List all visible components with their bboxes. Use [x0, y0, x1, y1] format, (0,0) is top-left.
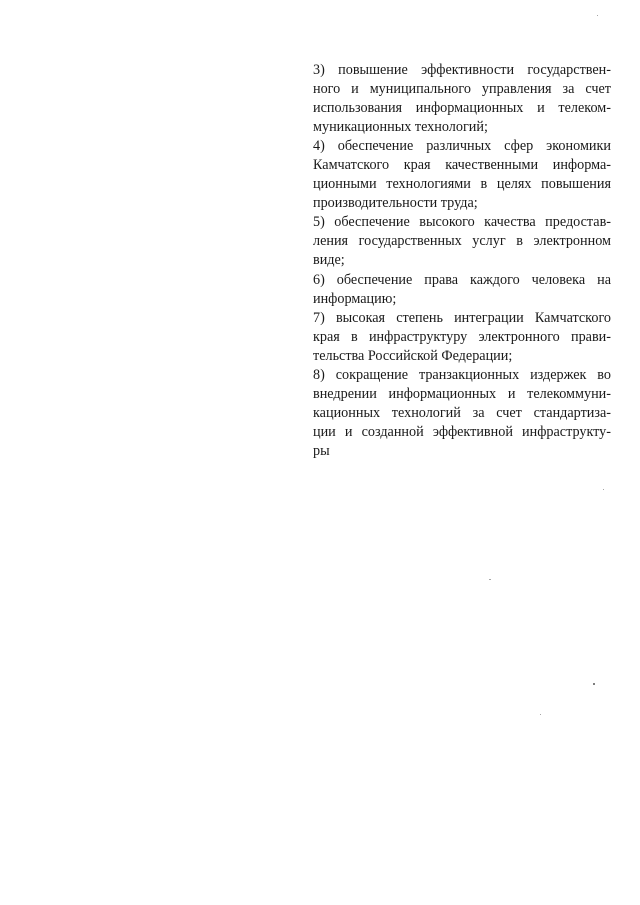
text-line: 4) обеспечение различных сфер экономики — [313, 138, 611, 155]
text-line: 6) обеспечение права каждого человека на — [313, 271, 611, 288]
text-line: ры — [313, 442, 330, 459]
text-line: ции и созданной эффективной инфраструкту- — [313, 423, 611, 440]
scan-speck — [603, 489, 604, 490]
text-column — [313, 61, 611, 461]
scan-speck — [540, 714, 541, 715]
scan-speck — [597, 15, 598, 16]
text-line: кационных технологий за счет стандартиза- — [313, 404, 611, 421]
text-line: 8) сокращение транзакционных издержек во — [313, 366, 611, 383]
text-line: ционными технологиями в целях повышения — [313, 176, 611, 193]
text-line: виде; — [313, 252, 345, 269]
text-line: внедрении информационных и телекоммуни- — [313, 385, 611, 402]
scan-speck — [489, 579, 491, 580]
text-line: 5) обеспечение высокого качества предостав- — [313, 214, 611, 231]
text-line: тельства Российской Федерации; — [313, 347, 513, 364]
text-line: 7) высокая степень интеграции Камчатского — [313, 309, 611, 326]
text-line: Камчатского края качественными информа- — [313, 157, 611, 174]
scan-speck — [593, 683, 595, 685]
text-line: муникационных технологий; — [313, 119, 488, 136]
text-line: 3) повышение эффективности государствен- — [313, 62, 611, 78]
text-line: информацию; — [313, 290, 397, 307]
text-line: производительности труда; — [313, 195, 478, 212]
text-line: края в инфраструктуру электронного прави- — [313, 328, 611, 345]
text-line: ного и муниципального управления за счет — [313, 81, 611, 98]
text-line: ления государственных услуг в электронном — [313, 233, 611, 250]
text-line: использования информационных и телеком- — [313, 100, 611, 117]
